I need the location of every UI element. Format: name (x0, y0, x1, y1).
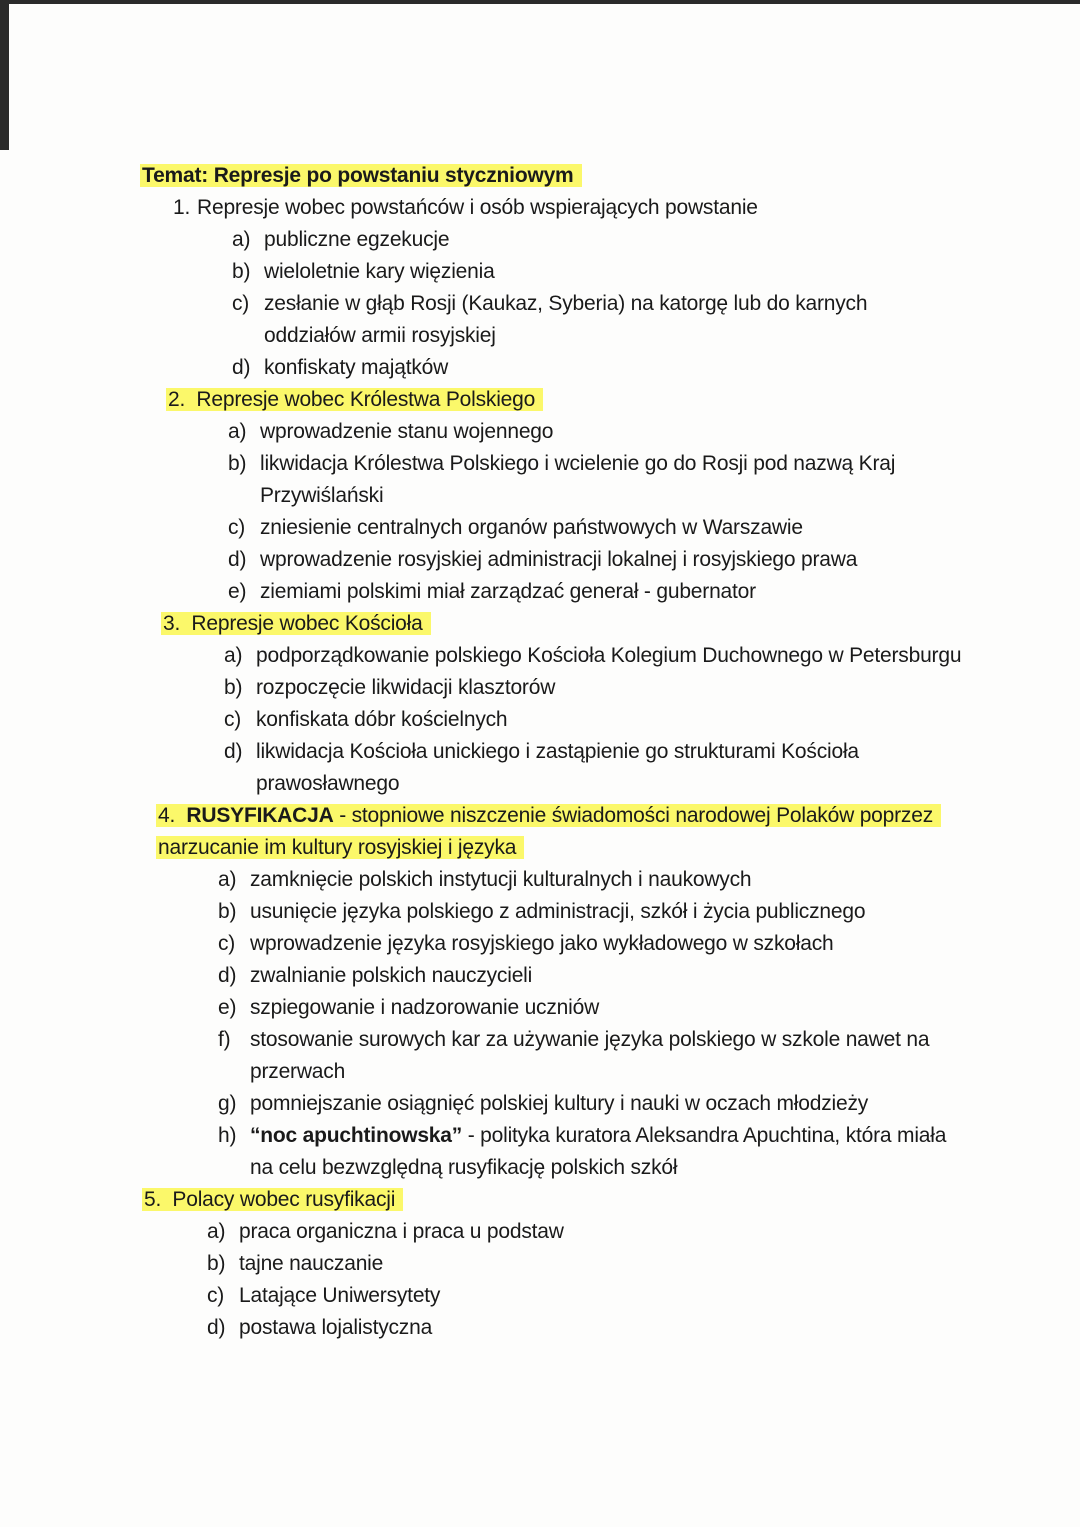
list-item: e) szpiegowanie i nadzorowanie uczniów (218, 996, 600, 1019)
noc-apuchtinowska-term: “noc apuchtinowska” (250, 1124, 463, 1147)
section-1-list (232, 224, 932, 384)
scan-edge-top (0, 0, 1080, 4)
section-2-list (228, 416, 908, 608)
list-item: d) likwidacja Kościoła unickiego i zastąpienie go strukturami Kościoła prawosławnego (224, 740, 859, 795)
list-item: f) stosowanie surowych kar za używanie języka polskiego w szkole nawet na przerwach (218, 1028, 930, 1083)
section-number: 3. (163, 612, 181, 635)
list-item: h) “noc apuchtinowska” - polityka kuratora Aleksandra Apuchtina, która miała na celu bezwzględną rusyfikację polskich szkół (218, 1124, 947, 1179)
section-4-list (218, 864, 968, 1184)
list-item: d) postawa lojalistyczna (207, 1316, 433, 1339)
list-item: e) ziemiami polskimi miał zarządzać generał - gubernator (228, 580, 756, 603)
section-number: 1. (173, 196, 191, 219)
section-heading: 4. RUSYFIKACJA - stopniowe niszczenie świadomości narodowej Polaków poprzez narzucanie im kultury rosyjskiej i języka (156, 804, 941, 859)
list-item: a) zamknięcie polskich instytucji kulturalnych i naukowych (218, 868, 752, 891)
list-item: d) zwalnianie polskich nauczycieli (218, 964, 533, 987)
section-3 (161, 608, 970, 640)
scan-edge-left (0, 0, 9, 150)
list-item: c) konfiskata dóbr kościelnych (224, 708, 508, 731)
rusyfikacja-term: RUSYFIKACJA (186, 804, 334, 827)
page-title: Temat: Represje po powstaniu styczniowym (140, 160, 970, 192)
list-item: g) pomniejszanie osiągnięć polskiej kultury i nauki w oczach młodzieży (218, 1092, 869, 1115)
list-item: c) zniesienie centralnych organów państwowych w Warszawie (228, 516, 803, 539)
list-item: b) tajne nauczanie (207, 1252, 384, 1275)
list-item: c) Latające Uniwersytety (207, 1284, 441, 1307)
section-2 (166, 384, 970, 416)
section-heading: 2. Represje wobec Królestwa Polskiego (166, 388, 543, 411)
section-number: 5. (144, 1188, 162, 1211)
list-item: c) wprowadzenie języka rosyjskiego jako wykładowego w szkołach (218, 932, 834, 955)
list-item: b) usunięcie języka polskiego z administracji, szkół i życia publicznego (218, 900, 866, 923)
section-5 (142, 1184, 970, 1216)
list-item: b) rozpoczęcie likwidacji klasztorów (224, 676, 556, 699)
section-4 (156, 800, 946, 864)
section-3-list (224, 640, 964, 800)
section-heading: 3. Represje wobec Kościoła (161, 612, 431, 635)
section-1 (173, 192, 970, 224)
section-heading: Represje wobec powstańców i osób wspierających powstanie (197, 196, 758, 219)
list-item: b) likwidacja Królestwa Polskiego i wcielenie go do Rosji pod nazwą Kraj Przywiślański (228, 452, 896, 507)
list-item: d) konfiskaty majątków (232, 356, 449, 379)
list-item: a) podporządkowanie polskiego Kościoła Kolegium Duchownego w Petersburgu (224, 644, 962, 667)
list-item: c) zesłanie w głąb Rosji (Kaukaz, Syberia) na katorgę lub do karnych oddziałów armii rosyjskiej (232, 292, 868, 347)
section-5-list (207, 1216, 807, 1344)
list-item: a) praca organiczna i praca u podstaw (207, 1220, 564, 1243)
section-number: 2. (168, 388, 186, 411)
notes-content (140, 160, 970, 1344)
list-item: b) wieloletnie kary więzienia (232, 260, 495, 283)
list-item: a) wprowadzenie stanu wojennego (228, 420, 554, 443)
list-item: d) wprowadzenie rosyjskiej administracji lokalnej i rosyjskiego prawa (228, 548, 858, 571)
section-heading: 5. Polacy wobec rusyfikacji (142, 1188, 403, 1211)
section-number: 4. (158, 804, 176, 827)
list-item: a) publiczne egzekucje (232, 228, 450, 251)
